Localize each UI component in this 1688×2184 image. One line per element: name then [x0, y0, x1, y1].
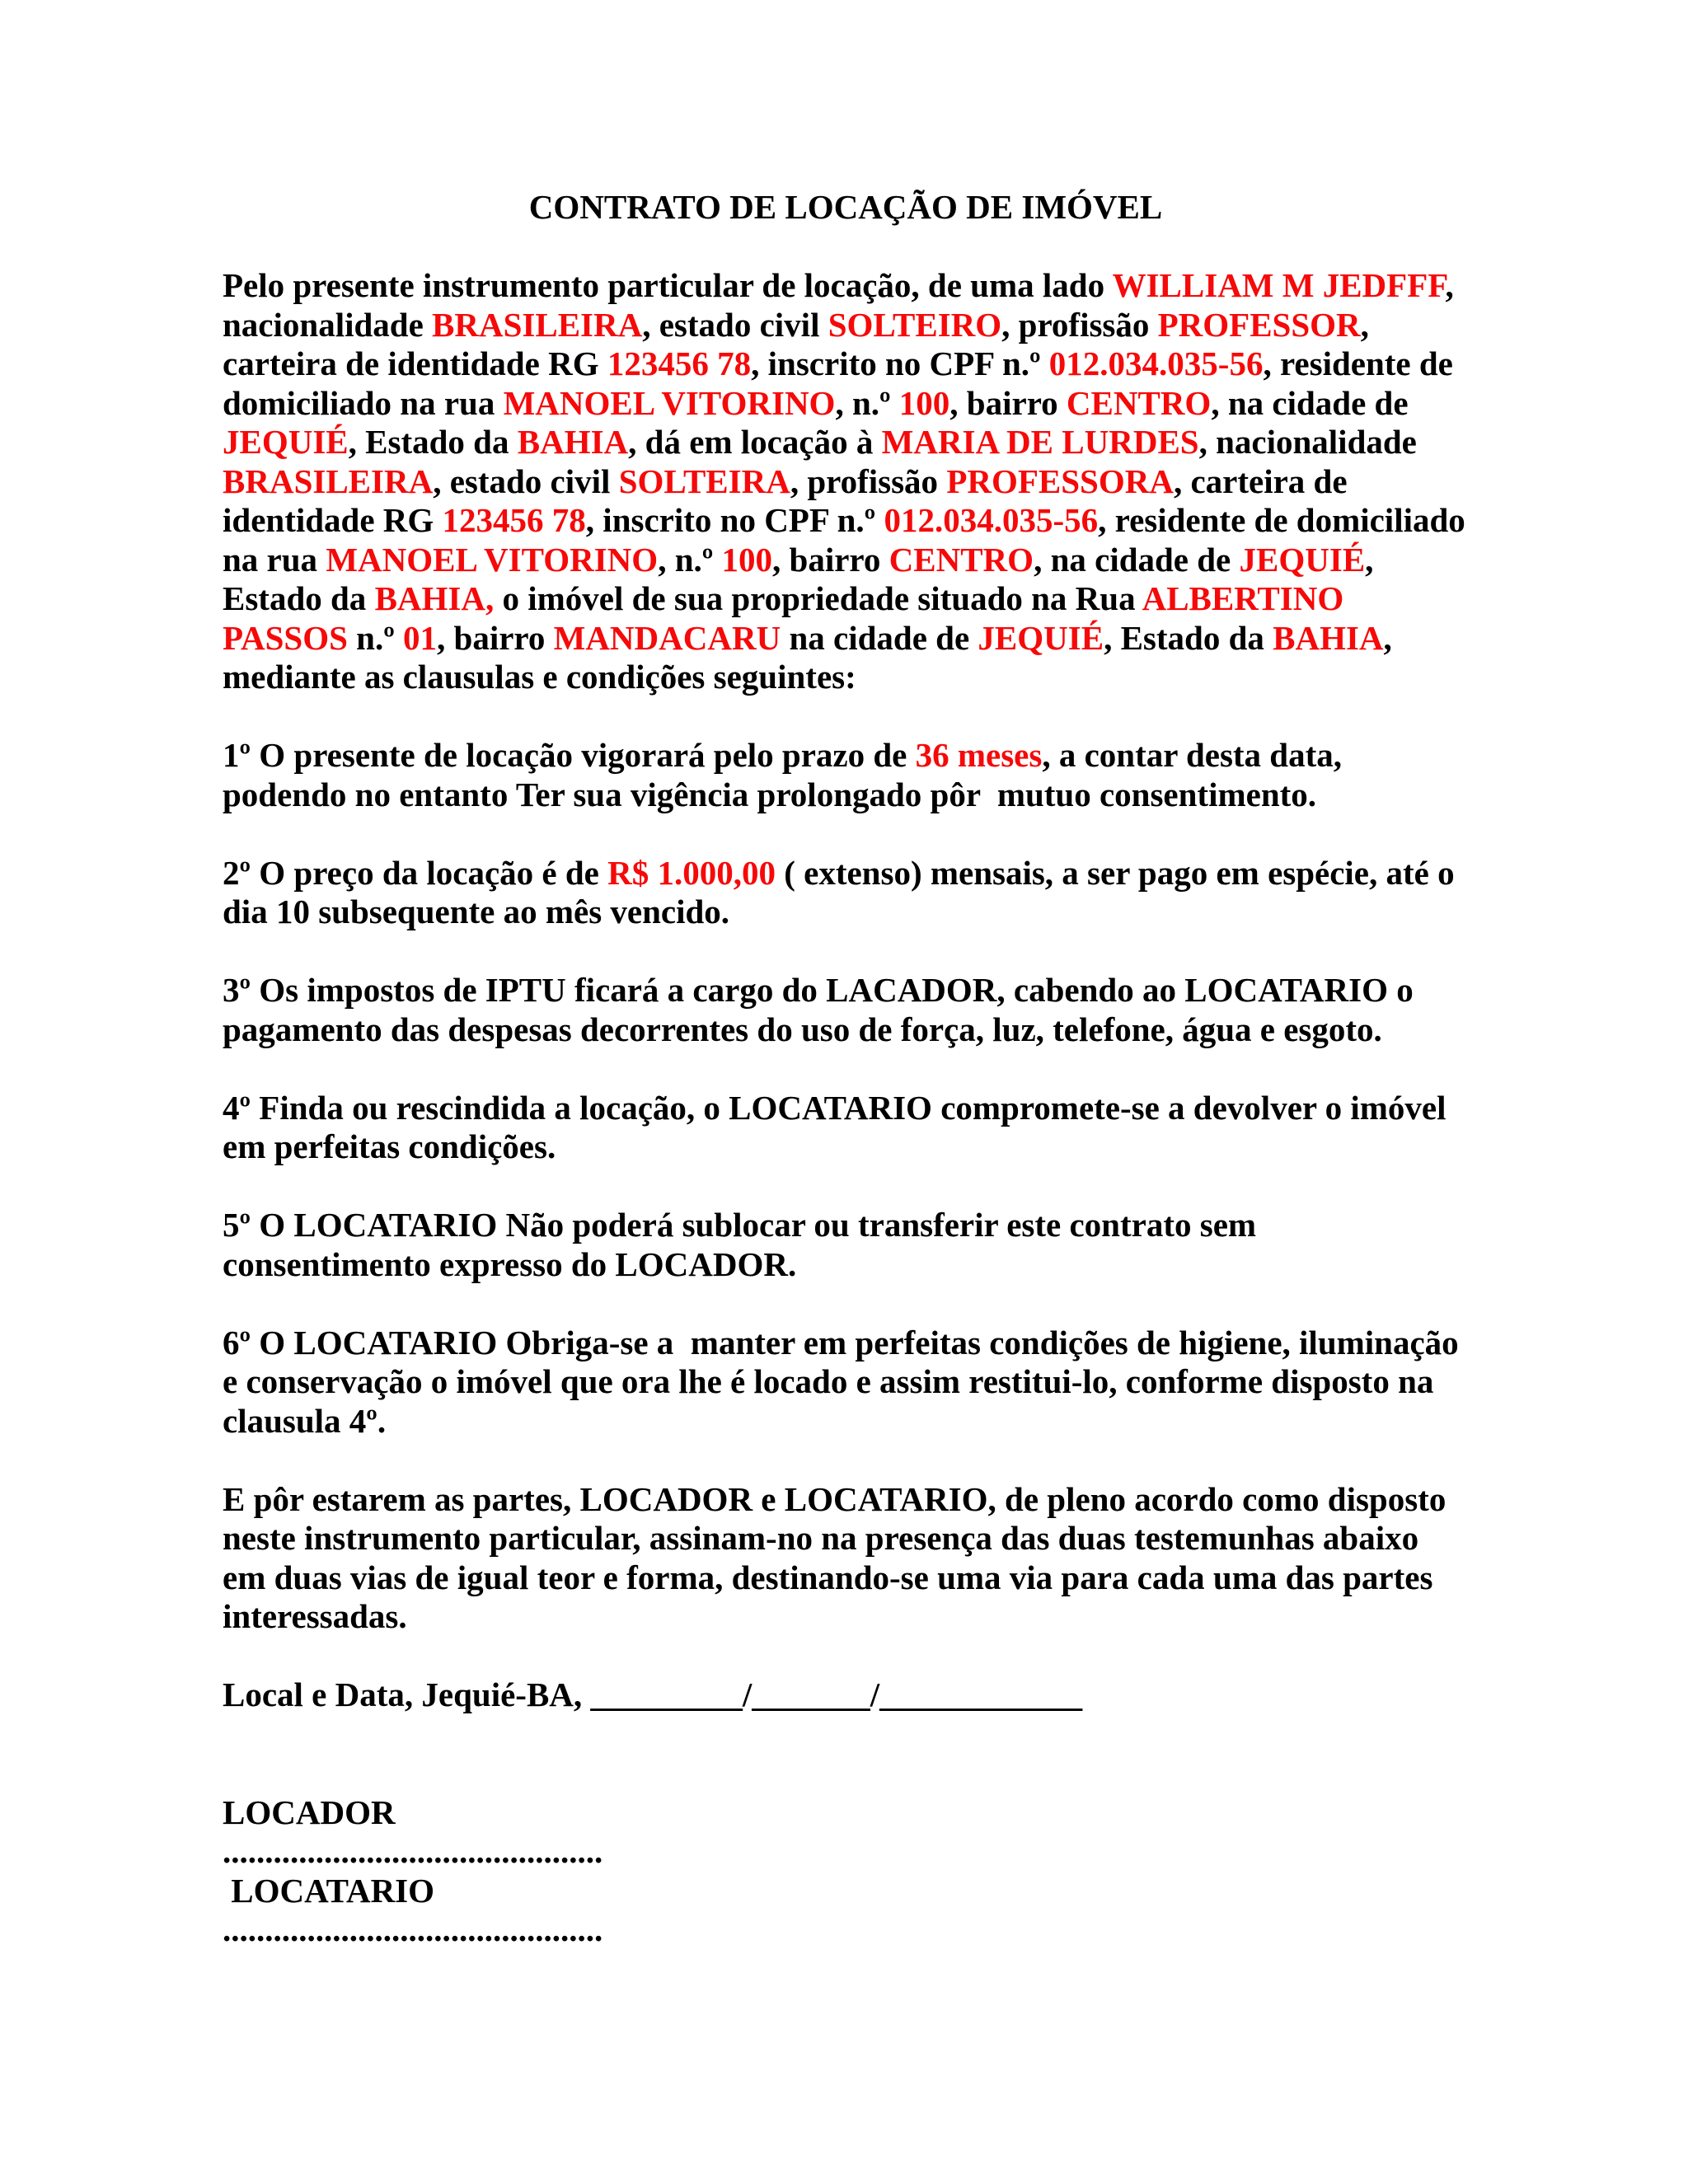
highlighted-text-run: 012.034.035-56	[1048, 344, 1264, 382]
highlighted-text-run: BAHIA	[1273, 618, 1384, 657]
highlighted-text-run: JEQUIÉ	[1239, 540, 1366, 579]
text-run: , inscrito no CPF n.º	[585, 501, 884, 539]
text-run: , Estado da	[1104, 618, 1273, 657]
text-run: Pelo presente instrumento particular de locação, de uma lado	[223, 266, 1113, 304]
highlighted-text-run: 100	[898, 383, 950, 422]
text-run: , residente de domiciliado na rua	[223, 501, 1475, 579]
text-run: 6º O LOCATARIO Obriga-se a manter em perfeitas condições de higiene, iluminação e conservação o imóvel que ora lhe é locado e assim restitui-lo, conforme disposto na clausula 4º.	[223, 1323, 1467, 1440]
text-run: , mediante as clausulas e condições seguintes:	[223, 618, 1401, 696]
text-run: , dá em locação à	[628, 423, 882, 461]
locador-label: LOCADOR	[223, 1793, 396, 1831]
contract-content	[223, 188, 1475, 1950]
text-run: , carteira de identidade RG	[223, 462, 1356, 539]
text-run: , na cidade de	[1034, 540, 1240, 579]
text-run: 4º Finda ou rescindida a locação, o LOCATARIO compromete-se a devolver o imóvel em perfeitas condições.	[223, 1088, 1455, 1165]
highlighted-text-run: BAHIA,	[374, 579, 495, 617]
highlighted-text-run: SOLTEIRO	[828, 305, 1002, 344]
highlighted-text-run: R$ 1.000,00	[607, 853, 776, 892]
clause-2	[223, 854, 1469, 932]
text-run: 1º O presente de locação vigorará pelo prazo de	[223, 736, 916, 774]
text-run: , estado civil	[642, 305, 828, 344]
text-run: , na cidade de	[1211, 383, 1417, 422]
highlighted-text-run: MANDACARU	[553, 618, 781, 657]
text-run: , nacionalidade	[1198, 423, 1426, 461]
text-run: o imóvel de sua propriedade situado na Rua	[494, 579, 1142, 617]
text-run: E pôr estarem as partes, LOCADOR e LOCATARIO, de pleno acordo como disposto neste instrumento particular, assinam-no na presença das duas testemunhas abaixo em duas vias de igual teor e forma, destinando-se uma via para cada uma das partes interessadas.	[223, 1479, 1455, 1635]
highlighted-text-run: ALBERTINO PASSOS	[223, 579, 1353, 657]
highlighted-text-run: BAHIA	[517, 423, 629, 461]
highlighted-text-run: 01	[403, 618, 438, 657]
highlighted-text-run: MANOEL VITORINO	[326, 540, 659, 579]
text-run: , n.º	[658, 540, 722, 579]
contract-paragraphs	[223, 266, 1475, 1637]
text-run: , Estado da	[223, 540, 1382, 617]
text-run: ( extenso) mensais, a ser pago em espécie, até o dia 10 subsequente ao mês vencido.	[223, 853, 1463, 930]
highlighted-text-run: WILLIAM M JEDFFF	[1112, 266, 1446, 304]
text-run: , profissão	[1001, 305, 1158, 344]
clause-5	[223, 1206, 1469, 1284]
text-run: , bairro	[772, 540, 889, 579]
text-run: , profissão	[790, 462, 947, 500]
highlighted-text-run: JEQUIÉ	[223, 423, 349, 461]
highlighted-text-run: MARIA DE LURDES	[881, 423, 1199, 461]
text-run: 5º O LOCATARIO Não poderá sublocar ou transferir este contrato sem consentimento expresso do LOCADOR.	[223, 1206, 1265, 1283]
locatario-signature-dotted-line: .............................................	[223, 1910, 603, 1948]
locador-signature-dotted-line: .............................................	[223, 1832, 603, 1870]
highlighted-text-run: PROFESSOR	[1157, 305, 1361, 344]
text-run: , carteira de identidade RG	[223, 305, 1378, 382]
text-run: , nacionalidade	[223, 266, 1463, 344]
highlighted-text-run: JEQUIÉ	[978, 618, 1104, 657]
highlighted-text-run: MANOEL VITORINO	[503, 383, 836, 422]
highlighted-text-run: PROFESSORA	[946, 462, 1174, 500]
text-run: , inscrito no CPF n.º	[751, 344, 1049, 382]
signature-block	[223, 1793, 1469, 1950]
text-run: , estado civil	[433, 462, 619, 500]
text-run: n.º	[347, 618, 404, 657]
text-run: 2º O preço da locação é de	[223, 853, 608, 892]
highlighted-text-run: 100	[721, 540, 773, 579]
text-run: , a contar desta data, podendo no entanto Ter sua vigência prolongado pôr mutuo consentimento.	[223, 736, 1351, 813]
text-run: , bairro	[437, 618, 554, 657]
text-run: , Estado da	[348, 423, 518, 461]
highlighted-text-run: SOLTEIRA	[618, 462, 790, 500]
page-title: CONTRATO DE LOCAÇÃO DE IMÓVEL	[528, 188, 1163, 226]
text-run: , n.º	[835, 383, 899, 422]
highlighted-text-run: BRASILEIRA	[432, 305, 643, 344]
text-run: 3º Os impostos de IPTU ficará a cargo do LACADOR, cabendo ao LOCATARIO o pagamento das despesas decorrentes do uso de força, luz, telefone, água e esgoto.	[223, 971, 1422, 1048]
date-and-place-line: Local e Data, Jequié-BA, _________/_______/____________	[223, 1675, 1083, 1713]
highlighted-text-run: 012.034.035-56	[884, 501, 1099, 539]
highlighted-text-run: BRASILEIRA	[223, 462, 434, 500]
text-run: , bairro	[950, 383, 1067, 422]
highlighted-text-run: CENTRO	[1066, 383, 1212, 422]
highlighted-text-run: CENTRO	[889, 540, 1034, 579]
clause-4	[223, 1089, 1469, 1167]
text-run: , residente de domiciliado na rua	[223, 344, 1462, 422]
clause-6	[223, 1324, 1469, 1441]
clause-3	[223, 971, 1469, 1049]
highlighted-text-run: 123456 78	[607, 344, 752, 382]
highlighted-text-run: 36 meses	[915, 736, 1043, 774]
locatario-label: LOCATARIO	[223, 1871, 435, 1910]
closing-paragraph	[223, 1480, 1469, 1637]
text-run: na cidade de	[781, 618, 978, 657]
highlighted-text-run: 123456 78	[442, 501, 586, 539]
clause-1	[223, 736, 1469, 814]
intro-paragraph	[223, 266, 1475, 697]
